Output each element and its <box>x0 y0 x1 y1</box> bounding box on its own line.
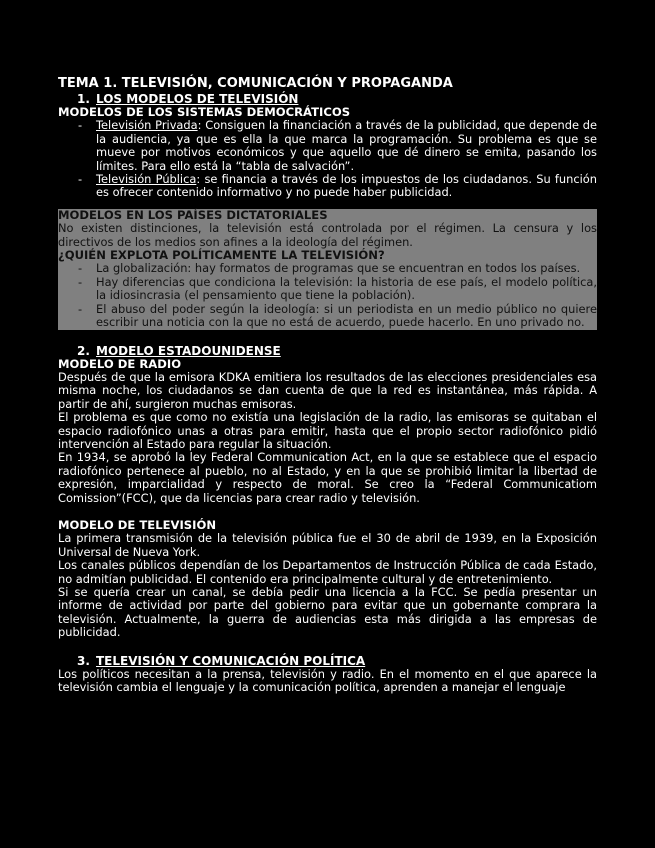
radio-model-heading: MODELO DE RADIO <box>58 356 182 371</box>
section-3-title: TELEVISIÓN Y COMUNICACIÓN POLÍTICA <box>96 653 366 668</box>
paragraph: Los políticos necesitan a la prensa, televisión y radio. En el momento en el que aparece la televisión cambia el lenguaje y la comunicación política, aprenden a manejar el lenguaje <box>58 666 597 695</box>
item-text: : Consiguen la financiación a través de la publicidad, que depende de la audiencia, ya que es ella la que marca la programación. Su problema es que se mueve por motivos económicos y que aquello que dé dinero se emita, pasando los límites. Para ello está la “tabla de salvación”. <box>96 118 597 173</box>
spacer <box>58 330 597 344</box>
section-1-heading <box>58 92 597 106</box>
document-title: TEMA 1. TELEVISIÓN, COMUNICACIÓN Y PROPAGANDA <box>58 76 453 91</box>
section-3-heading <box>58 654 597 668</box>
list-item <box>58 173 597 200</box>
question-heading: ¿QUIÉN EXPLOTA POLÍTICAMENTE LA TELEVISIÓN? <box>58 248 385 263</box>
paragraph: En 1934, se aprobó la ley Federal Communication Act, en la que se establece que el espacio radiofónico pertenece al pueblo, no al Estado, y en la que se prohibió limitar la libertad de expresión, imparcialidad y respecto de moral. Se creo la “Federal Communicatiom Comission”(FCC), que da licencias para crear radio y televisión. <box>58 450 597 505</box>
question-list <box>58 262 597 329</box>
highlighted-block <box>58 209 597 330</box>
section-1-number: 1. <box>77 92 90 106</box>
term-public-tv: Televisión Pública <box>96 172 197 187</box>
section-2-heading <box>58 344 597 358</box>
section-2-number: 2. <box>77 343 90 358</box>
spacer <box>58 505 597 519</box>
paragraph: Después de que la emisora KDKA emitiera los resultados de las elecciones presidenciales esa misma noche, los ciudadanos se dan cuenta de que la red es instantánea, más rápida. A partir de ahí, surgieron muchas emisoras. <box>58 369 597 411</box>
paragraph: Los canales públicos dependían de los Departamentos de Instrucción Pública de cada Estado, no admitían publicidad. El contenido era principalmente cultural y de entretenimiento. <box>58 558 597 586</box>
item-text: : se financia a través de los impuestos de los ciudadanos. Su función es ofrecer contenido informativo y no puede haber publicidad. <box>96 172 597 200</box>
spacer <box>58 640 597 654</box>
dictatorial-models-paragraph: No existen distinciones, la televisión está controlada por el régimen. La censura y los directivos de los medios son afines a la ideología del régimen. <box>58 221 597 249</box>
term-private-tv: Televisión Privada <box>96 118 198 133</box>
section-2-title: MODELO ESTADOUNIDENSE <box>96 343 281 358</box>
list-item: - Hay diferencias que condiciona la televisión: la historia de ese país, el modelo política, la idiosincrasia (el pensamiento que tiene la población). <box>58 276 597 303</box>
democratic-models-heading: MODELOS DE LOS SISTEMAS DEMOCRÁTICOS <box>58 105 351 119</box>
list-item: - La globalización: hay formatos de programas que se encuentran en todos los países. <box>58 262 597 275</box>
paragraph: La primera transmisión de la televisión pública fue el 30 de abril de 1939, en la Exposición Universal de Nueva York. <box>58 531 597 559</box>
paragraph: El problema es que como no existía una legislación de la radio, las emisoras se quitaban el espacio radiofónico unas a otras para emitir, hasta que el propio sector radiofónico pidió intervención al Estado para regular la situación. <box>58 410 597 451</box>
list-item: - El abuso del poder según la ideología: si un periodista en un medio público no quiere escribir una noticia con la que no está de acuerdo, puede hacerlo. En uno privado no. <box>58 303 597 330</box>
list-item <box>58 119 597 173</box>
democratic-models-list <box>58 119 597 199</box>
dictatorial-models-heading: MODELOS EN LOS PAÍSES DICTATORIALES <box>58 207 328 222</box>
tv-model-heading: MODELO DE TELEVISIÓN <box>58 517 217 532</box>
section-3-number: 3. <box>77 653 90 668</box>
paragraph: Si se quería crear un canal, se debía pedir una licencia a la FCC. Se pedía presentar un informe de actividad por parte del gobierno para evitar que un gobernante comprara la televisión. Actualmente, la guerra de audiencias esta más dirigida a las empresas de publicidad. <box>58 585 597 640</box>
section-1-title: LOS MODELOS DE TELEVISIÓN <box>96 92 299 106</box>
